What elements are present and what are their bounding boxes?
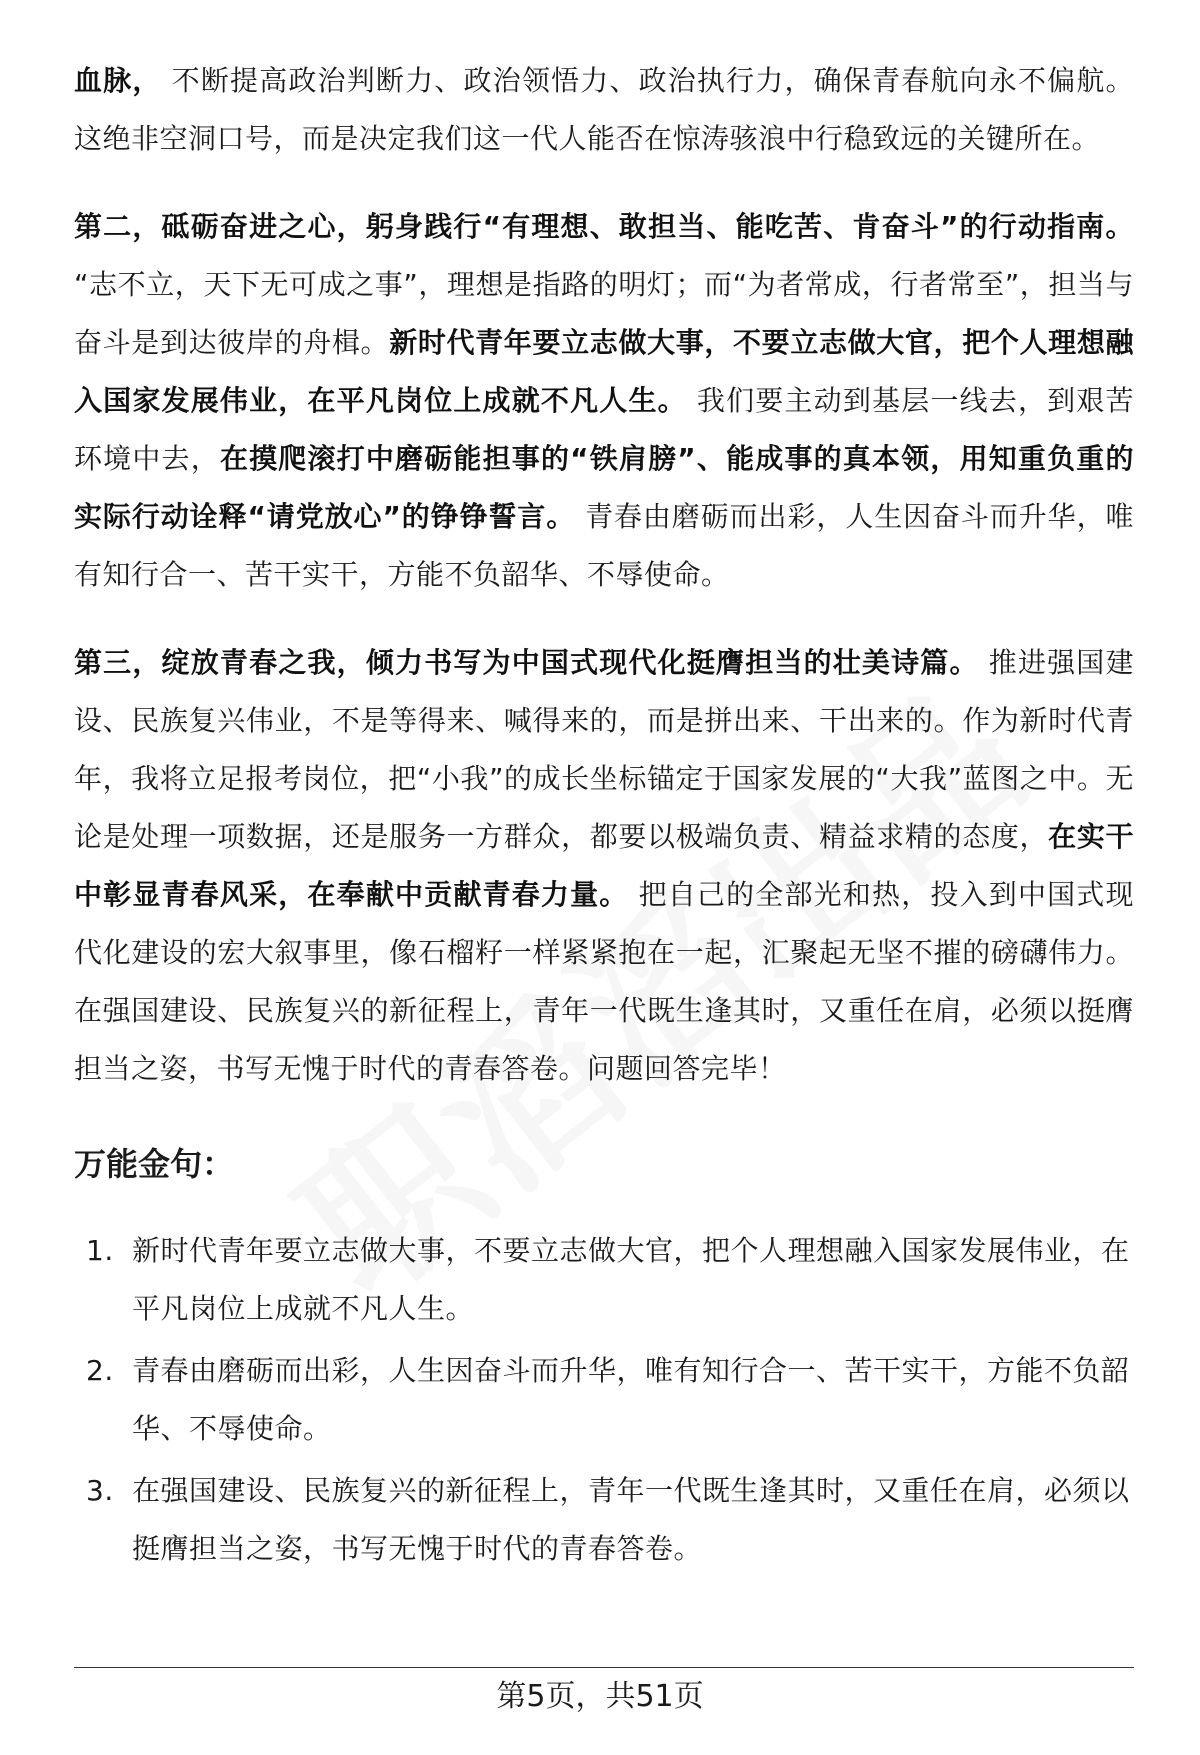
section-title: 万能金句： [74,1145,235,1183]
list-item [74,1222,1134,1338]
paragraph-2-text-3: 青春由磨砺而出彩，人生因奋斗而升华，唯有知行合一、苦干实干，方能不负韶华、不辱使命。 [74,500,1134,591]
list-item-text: 新时代青年要立志做大事，不要立志做大官，把个人理想融入国家发展伟业，在平凡岗位上成就不凡人生。 [132,1234,1130,1325]
paragraph-3-text-1: 推进强国建设、民族复兴伟业，不是等得来、喊得来的，而是拼出来、干出来的。作为新时代青年，我将立足报考岗位，把“小我”的成长坐标锚定于国家发展的“大我”蓝图之中。无论是处理一项数据，还是服务一方群众，都要以极端负责、精益求精的态度， [74,646,1134,853]
list-item-text: 青春由磨砺而出彩，人生因奋斗而升华，唯有知行合一、苦干实干，方能不负韶华、不辱使命。 [132,1354,1130,1445]
paragraph-3-text-2: 把自己的全部光和热，投入到中国式现代化建设的宏大叙事里，像石榴籽一样紧紧抱在一起，汇聚起无坚不摧的磅礴伟力。在强国建设、民族复兴的新征程上，青年一代既生逢其时，又重任在肩，必须以挺膺担当之姿，书写无愧于时代的青春答卷。问题回答完毕！ [74,878,1134,1085]
paragraph-2-bold-2: 在摸爬滚打中磨砺能担事的“铁肩膀”、能成事的真本领，用知重负重的实际行动诠释“请党放心”的铮铮誓言。 [74,442,1134,533]
list-item-number: 3. [86,1474,114,1507]
list-item [74,1342,1134,1458]
list-item-text: 在强国建设、民族复兴的新征程上，青年一代既生逢其时，又重任在肩，必须以挺膺担当之姿，书写无愧于时代的青春答卷。 [132,1474,1130,1565]
list-item [74,1462,1134,1578]
paragraph-2 [74,198,1134,604]
paragraph-1-text: 不断提高政治判断力、政治领悟力、政治执行力，确保青春航向永不偏航。这绝非空洞口号，而是决定我们这一代人能否在惊涛骇浪中行稳致远的关键所在。 [74,64,1134,155]
paragraph-3 [74,634,1134,1098]
paragraph-2-text-1: “志不立，天下无可成之事”，理想是指路的明灯；而“为者常成，行者常至”，担当与奋斗是到达彼岸的舟楫。 [74,268,1134,359]
list-item-number: 2. [86,1354,114,1387]
paragraph-2-text-2: 我们要主动到基层一线去，到艰苦环境中去， [74,384,1134,475]
paragraph-1-bold-start: 血脉， [74,64,162,97]
paragraph-2-bold-1: 新时代青年要立志做大事，不要立志做大官，把个人理想融入国家发展伟业，在平凡岗位上成就不凡人生。 [74,326,1134,417]
paragraph-3-title: 第三，绽放青春之我，倾力书写为中国式现代化挺膺担当的壮美诗篇。 [74,646,979,679]
quotes-list [74,1222,1134,1578]
page-number: 第5页，共51页 [496,1679,704,1714]
paragraph-3-bold-1: 在实干中彰显青春风采，在奉献中贡献青春力量。 [74,820,1134,911]
document-page [74,52,1134,1582]
list-item-number: 1. [86,1234,114,1267]
paragraph-2-title: 第二，砥砺奋进之心，躬身践行“有理想、敢担当、能吃苦、肯奋斗”的行动指南。 [74,210,1134,243]
paragraph-1 [74,52,1134,168]
footer-divider [74,1667,1134,1668]
